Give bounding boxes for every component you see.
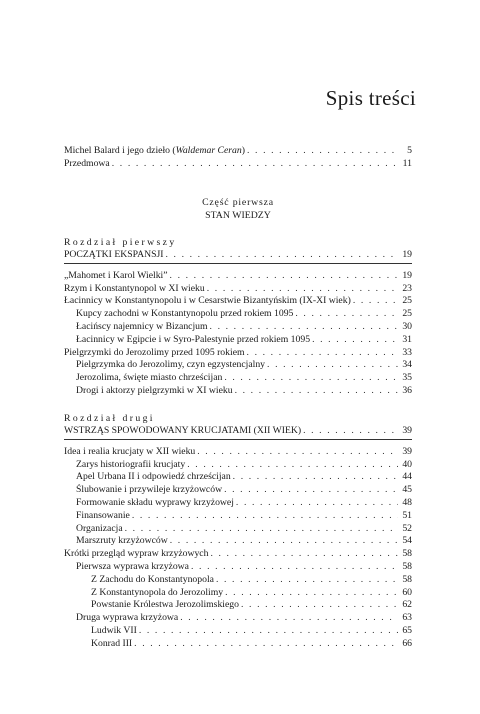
chapter-2 xyxy=(64,412,412,651)
toc-entry-title: Drogi i aktorzy pielgrzymki w XI wieku xyxy=(76,384,233,396)
toc-entry[interactable] xyxy=(64,295,412,308)
toc-entry[interactable] xyxy=(64,510,412,523)
leader-dots xyxy=(132,510,398,523)
leader-dots xyxy=(216,574,398,587)
toc-entry[interactable] xyxy=(64,459,412,472)
toc-entry-title: Finansowanie xyxy=(76,509,130,521)
toc-entry-page: 52 xyxy=(402,522,412,534)
toc-entry[interactable] xyxy=(64,561,412,574)
toc-entry[interactable] xyxy=(64,359,412,372)
toc-entry-title: Łacińscy najemnicy w Bizancjum xyxy=(76,320,208,332)
leader-dots xyxy=(312,334,398,347)
toc-entry-page: 40 xyxy=(402,458,412,470)
leader-dots xyxy=(187,459,398,472)
chapter-label: Rozdział drugi xyxy=(64,413,155,424)
toc-entry[interactable] xyxy=(64,638,412,651)
toc-entry[interactable] xyxy=(64,535,412,548)
toc-entry-title: Przedmowa xyxy=(64,157,110,169)
toc-entry-title: Organizacja xyxy=(76,522,123,534)
toc-entry-title: Formowanie składu wyprawy krzyżowej xyxy=(76,496,234,508)
toc-entry[interactable] xyxy=(64,548,412,561)
toc-entry-title: Kupcy zachodni w Konstantynopolu przed rokiem 1095 xyxy=(76,308,294,320)
leader-dots xyxy=(241,599,398,612)
chapter-1 xyxy=(64,236,412,398)
toc-entry-page: 58 xyxy=(402,573,412,585)
leader-dots xyxy=(125,523,398,536)
toc-entry[interactable] xyxy=(64,158,412,171)
toc-entry-page: 5 xyxy=(407,145,412,156)
toc-entry[interactable] xyxy=(64,484,412,497)
toc-entry-page: 33 xyxy=(402,346,412,358)
toc-entry-title: Łacinnicy w Konstantynopolu i w Cesarstwie Bizantyńskim (IX-XI wiek) xyxy=(64,295,351,307)
toc-entry-title: „Mahomet i Karol Wielki” xyxy=(64,269,168,281)
toc-entry-title: Zarys historiografii krucjaty xyxy=(76,458,186,470)
toc-entry-title: Z Konstantynopola do Jerozolimy xyxy=(91,586,224,598)
toc-entry-title: Pierwsza wyprawa krzyżowa xyxy=(76,560,189,572)
leader-dots xyxy=(295,308,398,321)
toc-entry[interactable] xyxy=(64,334,412,347)
toc-entry-title: Powstanie Królestwa Jerozolimskiego xyxy=(91,599,239,611)
leader-dots xyxy=(197,446,398,459)
toc-entry[interactable] xyxy=(64,308,412,321)
toc-entry[interactable] xyxy=(64,587,412,600)
toc-entry-title: Krótki przegląd wypraw krzyżowych xyxy=(64,548,209,560)
leader-dots xyxy=(235,385,398,398)
leader-dots xyxy=(267,359,398,372)
toc-entry[interactable] xyxy=(64,145,412,158)
toc-entry-title: Idea i realia krucjaty w XII wieku xyxy=(64,445,196,457)
leader-dots xyxy=(233,471,398,484)
chapter-heading-page: 19 xyxy=(402,249,412,260)
toc-entry-title: Michel Balard i jego dzieło (Waldemar Ceran) xyxy=(64,145,245,156)
toc-entry-page: 35 xyxy=(402,372,412,384)
chapter-label: Rozdział pierwszy xyxy=(64,237,177,248)
toc-entry[interactable] xyxy=(64,321,412,334)
toc-entry-title: Pielgrzymka do Jerozolimy, czyn egzystencjalny xyxy=(76,359,266,371)
toc-entry[interactable] xyxy=(64,446,412,459)
leader-dots xyxy=(353,295,398,308)
leader-dots xyxy=(170,535,398,548)
toc-entry-title: Jerozolima, święte miasto chrześcijan xyxy=(76,372,223,384)
toc-entry-page: 51 xyxy=(402,509,412,521)
toc-entry-page: 11 xyxy=(402,157,412,169)
leader-dots xyxy=(207,283,398,296)
leader-dots xyxy=(224,372,398,385)
toc-entry-title: Łacinnicy w Egipcie i w Syro-Palestynie przed rokiem 1095 xyxy=(76,333,311,345)
toc-entry[interactable] xyxy=(64,372,412,385)
chapter-heading-title: WSTRZĄS SPOWODOWANY KRUCJATAMI (XII WIEK) xyxy=(64,425,302,436)
toc-entry-page: 62 xyxy=(402,599,412,611)
chapter-heading-title: POCZĄTKI EKSPANSJI xyxy=(64,249,164,260)
leader-dots xyxy=(224,484,398,497)
toc-entry-page: 23 xyxy=(402,282,412,294)
author-name: Waldemar Ceran xyxy=(175,145,242,156)
toc-entry-page: 34 xyxy=(402,359,412,371)
leader-dots xyxy=(303,425,398,438)
leader-dots xyxy=(166,249,399,262)
toc-entry[interactable] xyxy=(64,523,412,536)
toc-entry[interactable] xyxy=(64,283,412,296)
toc-entry-page: 30 xyxy=(402,320,412,332)
toc-entry-page: 66 xyxy=(402,637,412,649)
toc-entry-page: 54 xyxy=(402,535,412,547)
toc-entry-page: 63 xyxy=(402,612,412,624)
toc-entry-page: 39 xyxy=(402,445,412,457)
toc-entry-page: 36 xyxy=(402,384,412,396)
toc-entry[interactable] xyxy=(64,385,412,398)
toc-entry-title: Marszruty krzyżowców xyxy=(76,535,168,547)
toc-entry-title: Ślubowanie i przywileje krzyżowców xyxy=(76,484,223,496)
chapter-rule xyxy=(64,263,412,264)
chapter-heading-page: 39 xyxy=(402,425,412,436)
chapter-rule xyxy=(64,439,412,440)
toc-entry-title: Druga wyprawa krzyżowa xyxy=(76,612,179,624)
toc-entry-page: 25 xyxy=(402,295,412,307)
part-label: Część pierwsza xyxy=(202,197,274,208)
part-heading xyxy=(64,197,412,222)
leader-dots xyxy=(180,612,398,625)
toc-entry[interactable] xyxy=(64,625,412,638)
toc-entry-page: 60 xyxy=(402,586,412,598)
toc-entry-page: 44 xyxy=(402,471,412,483)
toc-entry[interactable] xyxy=(64,471,412,484)
toc-entry-title: Ludwik VII xyxy=(91,624,137,636)
toc-entry-title: Rzym i Konstantynopol w XI wieku xyxy=(64,282,205,294)
leader-dots xyxy=(112,158,398,171)
toc-entry-title: Konrad III xyxy=(91,637,133,649)
toc-entry[interactable] xyxy=(64,497,412,510)
leader-dots xyxy=(134,638,398,651)
toc-entry-title: Pielgrzymki do Jerozolimy przed 1095 rokiem xyxy=(64,346,245,358)
leader-dots xyxy=(139,625,398,638)
toc-entry-page: 25 xyxy=(402,308,412,320)
toc-entry-title: Z Zachodu do Konstantynopola xyxy=(91,573,214,585)
toc-entry-page: 31 xyxy=(402,333,412,345)
leader-dots xyxy=(170,270,398,283)
toc-entry-title: Apel Urbana II i odpowiedź chrześcijan xyxy=(76,471,231,483)
toc-entry[interactable] xyxy=(64,574,412,587)
page-title: Spis treści xyxy=(325,86,416,110)
chapter-heading[interactable] xyxy=(64,425,412,438)
toc-entry[interactable] xyxy=(64,612,412,625)
part-name: STAN WIEDZY xyxy=(205,209,271,221)
leader-dots xyxy=(210,548,398,561)
toc-entry-page: 19 xyxy=(402,269,412,281)
chapter-heading[interactable] xyxy=(64,249,412,262)
toc-entry[interactable] xyxy=(64,599,412,612)
toc-entry-page: 48 xyxy=(402,496,412,508)
toc-entry-page: 58 xyxy=(402,560,412,572)
front-matter-list xyxy=(64,145,412,171)
toc-entry-page: 45 xyxy=(402,484,412,496)
leader-dots xyxy=(191,561,398,574)
toc-entry-page: 65 xyxy=(402,624,412,636)
leader-dots xyxy=(225,587,398,600)
toc-entry[interactable] xyxy=(64,270,412,283)
leader-dots xyxy=(236,497,398,510)
toc-entry-page: 58 xyxy=(402,548,412,560)
toc-entry[interactable] xyxy=(64,347,412,360)
leader-dots xyxy=(247,145,398,158)
leader-dots xyxy=(247,347,398,360)
leader-dots xyxy=(210,321,398,334)
